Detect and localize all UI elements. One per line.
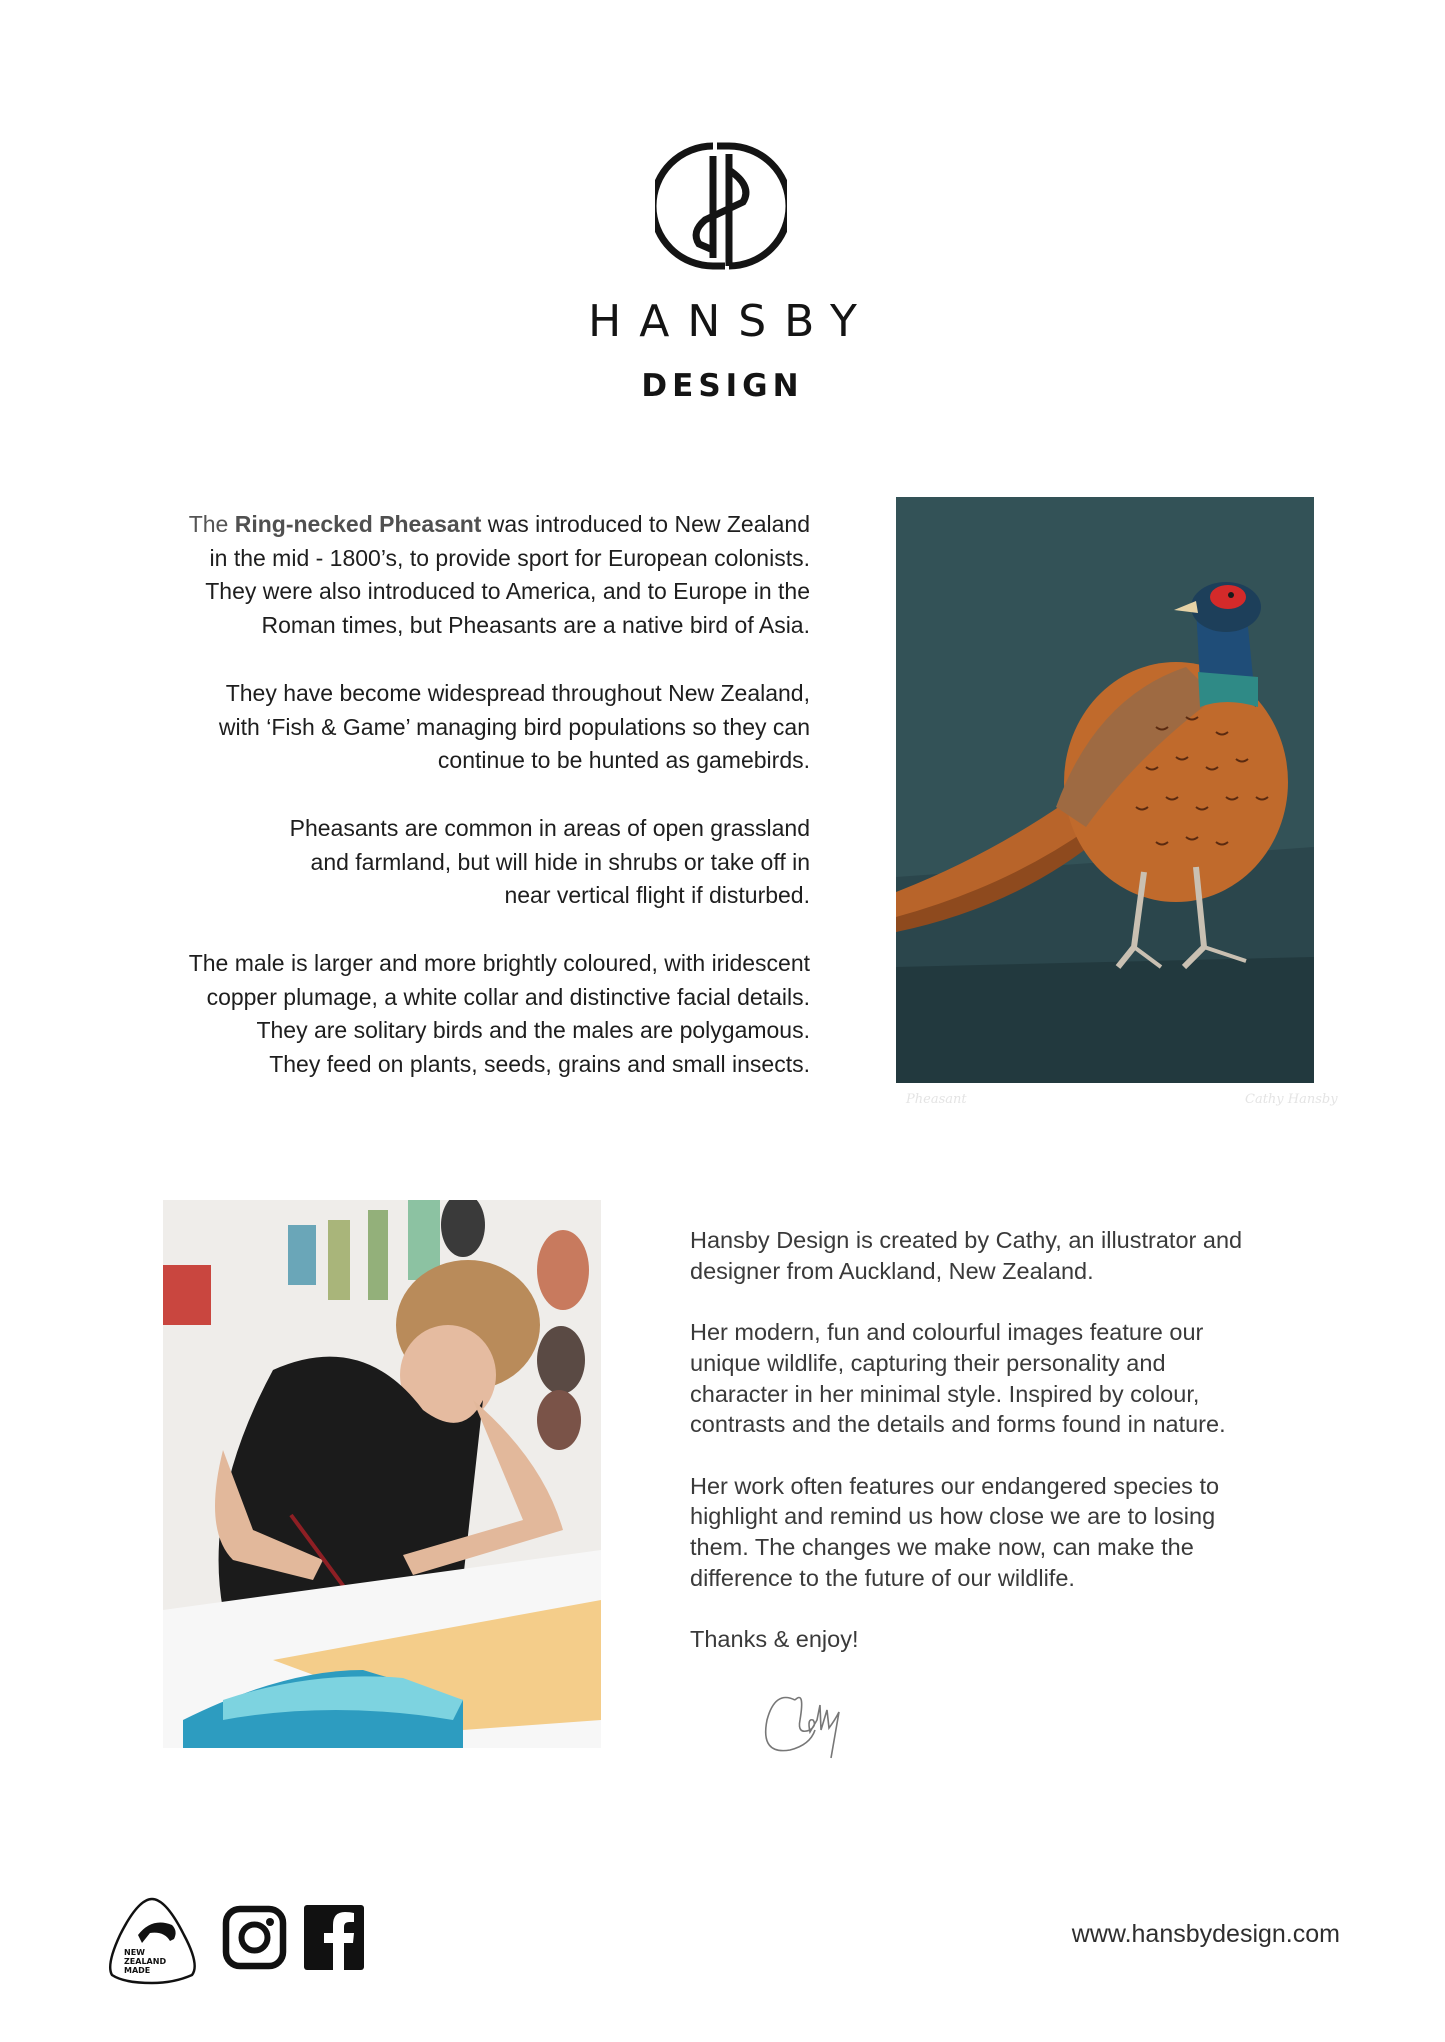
artist-photo bbox=[163, 1200, 601, 1748]
website-link[interactable]: www.hansbydesign.com bbox=[1071, 1920, 1340, 1948]
logo-monogram bbox=[655, 140, 787, 272]
intro-line: The male is larger and more brightly coloured, with iridescent bbox=[188, 950, 810, 977]
intro-paragraph bbox=[100, 677, 810, 778]
nz-made-line: ZEALAND bbox=[124, 1957, 167, 1966]
about-paragraph bbox=[690, 1317, 1350, 1440]
nz-made-line: NEW bbox=[124, 1948, 145, 1957]
about-line: highlight and remind us how close we are to losing bbox=[690, 1503, 1216, 1530]
about-line: Her work often features our endangered species to bbox=[690, 1472, 1220, 1499]
about-line: difference to the future of our wildlife. bbox=[690, 1564, 1075, 1591]
intro-line: Pheasants are common in areas of open grassland bbox=[289, 814, 810, 841]
about-line: Her modern, fun and colourful images feature our bbox=[690, 1319, 1204, 1346]
intro-line: continue to be hunted as gamebirds. bbox=[437, 747, 810, 774]
nz-made-line: MADE bbox=[124, 1966, 151, 1975]
intro-text bbox=[100, 508, 810, 1116]
about-paragraph bbox=[690, 1624, 1350, 1655]
intro-line: with ‘Fish & Game’ managing bird populations so they can bbox=[218, 713, 810, 740]
intro-line: and farmland, but will hide in shrubs or take off in bbox=[310, 848, 810, 875]
nz-made-icon bbox=[104, 1895, 200, 1985]
intro-line: They feed on plants, seeds, grains and small insects. bbox=[269, 1051, 810, 1078]
intro-line: They were also introduced to America, and to Europe in the bbox=[205, 578, 810, 605]
intro-line: near vertical flight if disturbed. bbox=[504, 882, 810, 909]
species-name: Ring-necked Pheasant bbox=[234, 511, 482, 537]
about-paragraph bbox=[690, 1471, 1350, 1594]
intro-line: in the mid - 1800’s, to provide sport for European colonists. bbox=[209, 544, 810, 571]
intro-line: They are solitary birds and the males are polygamous. bbox=[256, 1017, 810, 1044]
cathy-signature bbox=[755, 1680, 895, 1780]
intro-line: They have become widespread throughout New Zealand, bbox=[225, 679, 810, 706]
intro-line: Roman times, but Pheasants are a native bird of Asia. bbox=[261, 612, 810, 639]
brand-subtitle: DESIGN bbox=[641, 368, 804, 404]
about-line: Hansby Design is created by Cathy, an illustrator and bbox=[690, 1227, 1243, 1253]
brand-name: HANSBY bbox=[588, 296, 875, 347]
intro-paragraph bbox=[100, 947, 810, 1082]
facebook-icon[interactable] bbox=[304, 1905, 364, 1970]
pheasant-painting bbox=[896, 497, 1314, 1083]
about-line: Thanks & enjoy! bbox=[690, 1626, 859, 1653]
instagram-icon[interactable] bbox=[222, 1905, 287, 1970]
about-line: contrasts and the details and forms found in nature. bbox=[690, 1411, 1226, 1438]
painting-artist-signature: Cathy Hansby bbox=[1245, 1092, 1338, 1107]
painting-title-signature: Pheasant bbox=[906, 1092, 967, 1107]
intro-paragraph bbox=[100, 508, 810, 643]
about-line: unique wildlife, capturing their personality and bbox=[690, 1349, 1166, 1376]
about-line: designer from Auckland, New Zealand. bbox=[690, 1257, 1094, 1284]
about-paragraph bbox=[690, 1225, 1350, 1286]
intro-line: copper plumage, a white collar and distinctive facial details. bbox=[206, 983, 810, 1010]
about-text bbox=[690, 1225, 1350, 1685]
intro-lead: The bbox=[188, 511, 235, 537]
intro-paragraph bbox=[100, 812, 810, 913]
intro-rest: was introduced to New Zealand bbox=[481, 511, 810, 537]
intro-line bbox=[100, 508, 810, 542]
about-line: character in her minimal style. Inspired by colour, bbox=[690, 1380, 1200, 1407]
about-line: them. The changes we make now, can make the bbox=[690, 1534, 1194, 1560]
